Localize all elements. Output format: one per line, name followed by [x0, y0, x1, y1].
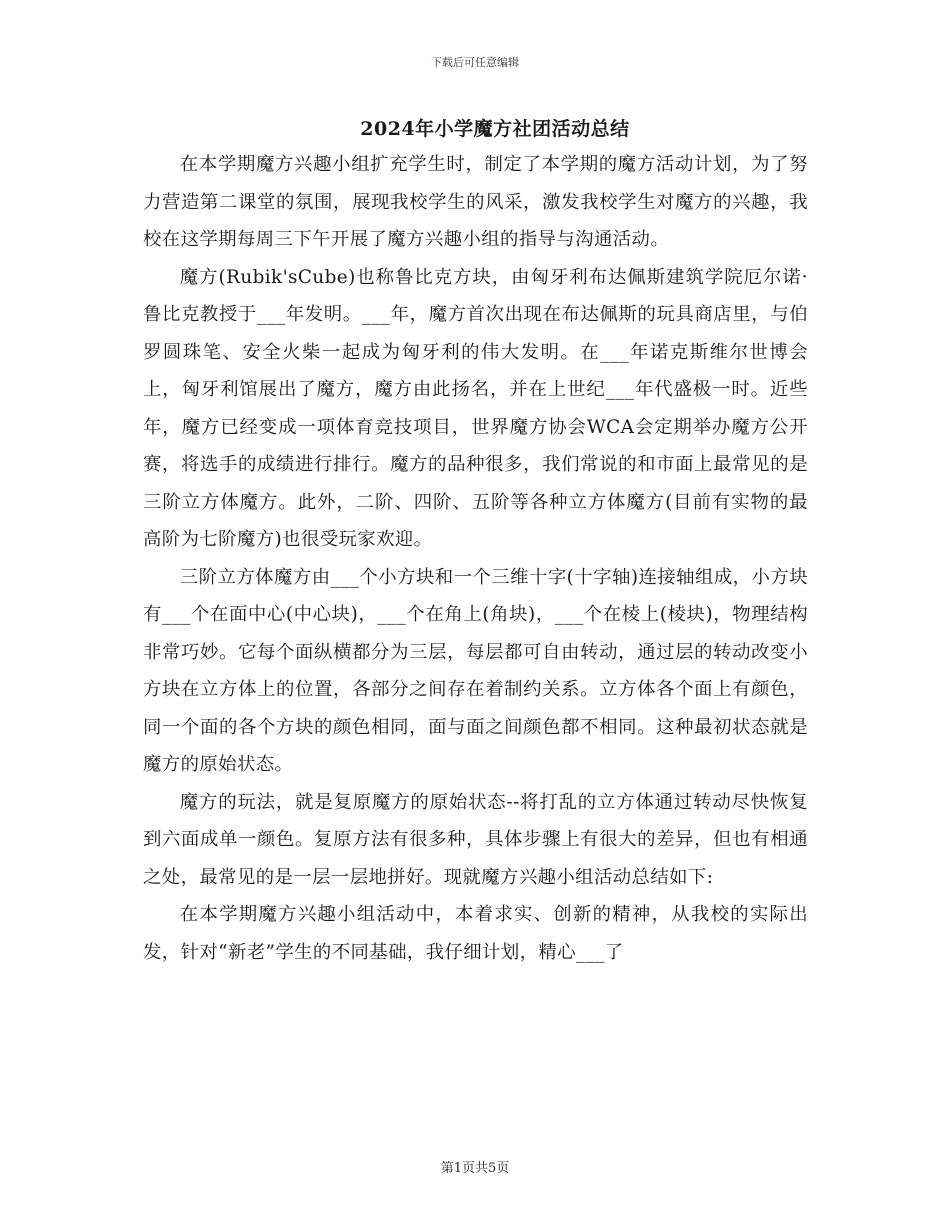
paragraph-1: 在本学期魔方兴趣小组扩充学生时，制定了本学期的魔方活动计划，为了努力营造第二课堂的氛围，展现我校学生的风采，激发我校学生对魔方的兴趣，我校在这学期每周三下午开展了魔方兴趣小组的指导与沟通活动。 — [143, 154, 808, 250]
paragraph-3: 三阶立方体魔方由___个小方块和一个三维十字(十字轴)连接轴组成，小方块有___个在面中心(中心块)，___个在角上(角块)，___个在棱上(棱块)，物理结构非常巧妙。它每个面纵横都分为三层，每层都可自由转动，通过层的转动改变小方块在立方体上的位置，各部分之间存在着制约关系。立方体各个面上有颜色，同一个面的各个方块的颜色相同，面与面之间颜色都不相同。这种最初状态就是魔方的原始状态。 — [143, 566, 808, 775]
paragraph-2: 魔方(Rubik'sCube)也称鲁比克方块，由匈牙利布达佩斯建筑学院厄尔诺·鲁比克教授于___年发明。___年，魔方首次出现在布达佩斯的玩具商店里，与伯罗圆珠笔、安全火柴一起成为匈牙利的伟大发明。在___年诺克斯维尔世博会上，匈牙利馆展出了魔方，魔方由此扬名，并在上世纪___年代盛极一时。近些年，魔方已经变成一项体育竞技项目，世界魔方协会WCA会定期举办魔方公开赛，将选手的成绩进行排行。魔方的品种很多，我们常说的和市面上最常见的是三阶立方体魔方。此外，二阶、四阶、五阶等各种立方体魔方(目前有实物的最高阶为七阶魔方)也很受玩家欢迎。 — [143, 266, 808, 550]
paragraph-4: 魔方的玩法，就是复原魔方的原始状态--将打乱的立方体通过转动尽快恢复到六面成单一颜色。复原方法有很多种，具体步骤上有很大的差异，但也有相通之处，最常见的是一层一层地拼好。现就魔方兴趣小组活动总结如下: — [143, 791, 808, 888]
document-title: 2024年小学魔方社团活动总结 — [360, 118, 630, 140]
page-indicator: 第1页共5页 — [440, 1161, 510, 1176]
paragraph-5: 在本学期魔方兴趣小组活动中，本着求实、创新的精神，从我校的实际出发，针对“新老”学生的不同基础，我仔细计划，精心___了 — [143, 904, 808, 963]
header-note: 下载后可任意编辑 — [431, 56, 519, 69]
document-body — [143, 146, 808, 971]
